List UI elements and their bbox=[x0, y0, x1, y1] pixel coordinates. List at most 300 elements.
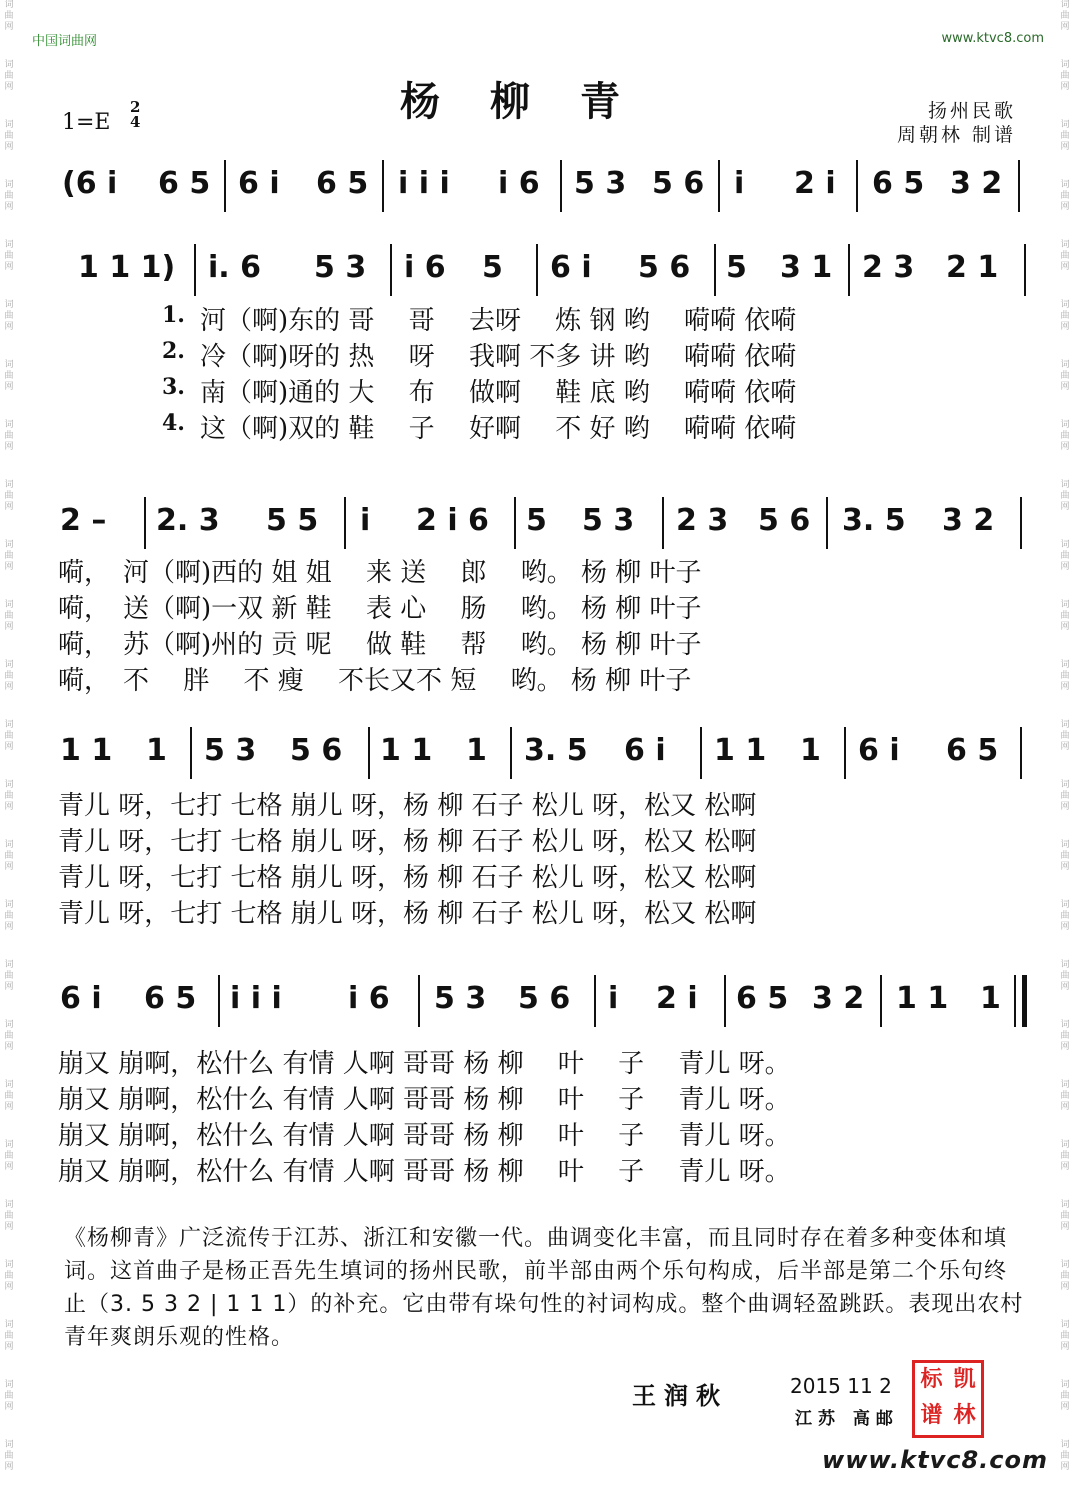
watermark-gap bbox=[1056, 753, 1074, 780]
watermark-char: 词 bbox=[4, 960, 14, 970]
watermark-gap bbox=[0, 633, 18, 660]
note-group: 2 i bbox=[656, 981, 698, 1016]
watermark-gap bbox=[0, 813, 18, 840]
watermark-gap bbox=[1056, 1113, 1074, 1140]
note-group: 2 i 6 bbox=[416, 503, 489, 538]
watermark-char: 曲 bbox=[4, 1211, 14, 1221]
note-group: 5 3 bbox=[204, 733, 257, 768]
watermark-char: 曲 bbox=[1060, 131, 1070, 141]
watermark-char: 词 bbox=[1060, 1260, 1070, 1270]
note-group: i i i bbox=[398, 166, 450, 201]
note-group: 6 i bbox=[624, 733, 666, 768]
watermark-gap bbox=[0, 1353, 18, 1380]
lyric-text: 青儿 呀，七打 七格 崩儿 呀，杨 柳 石子 松儿 呀，松又 松啊 bbox=[58, 899, 757, 929]
watermark-char: 曲 bbox=[1060, 851, 1070, 861]
watermark-char: 词 bbox=[1060, 600, 1070, 610]
watermark-char: 网 bbox=[4, 1342, 14, 1352]
note-group: 6 5 bbox=[872, 166, 925, 201]
bar-line bbox=[224, 160, 226, 212]
watermark-char: 网 bbox=[4, 502, 14, 512]
note-group: 5 6 bbox=[758, 503, 811, 538]
watermark-char: 网 bbox=[4, 862, 14, 872]
lyric-text: 青儿 呀，七打 七格 崩儿 呀，杨 柳 石子 松儿 呀，松又 松啊 bbox=[58, 863, 757, 893]
watermark-char: 曲 bbox=[1060, 491, 1070, 501]
watermark-char: 词 bbox=[4, 120, 14, 130]
watermark-char: 曲 bbox=[4, 71, 14, 81]
date: 2015 11 2 bbox=[790, 1374, 892, 1398]
lyric-text: 崩又 崩啊，松什么 有情 人啊 哥哥 杨 柳 叶 子 青儿 呀。 bbox=[58, 1085, 791, 1115]
watermark-char: 词 bbox=[4, 360, 14, 370]
watermark-char: 曲 bbox=[4, 251, 14, 261]
watermark-char: 网 bbox=[1060, 142, 1070, 152]
watermark-gap bbox=[1056, 33, 1074, 60]
watermark-gap bbox=[1056, 1353, 1074, 1380]
watermark-char: 网 bbox=[4, 202, 14, 212]
watermark-char: 网 bbox=[1060, 1102, 1070, 1112]
watermark-char: 曲 bbox=[4, 311, 14, 321]
watermark-char: 网 bbox=[1060, 682, 1070, 692]
note-group: 5 5 bbox=[266, 503, 319, 538]
lyric-text: 崩又 崩啊，松什么 有情 人啊 哥哥 杨 柳 叶 子 青儿 呀。 bbox=[58, 1049, 791, 1079]
watermark-gap bbox=[1056, 1293, 1074, 1320]
watermark-char: 曲 bbox=[1060, 1331, 1070, 1341]
watermark-char: 网 bbox=[4, 1162, 14, 1172]
lyric-row bbox=[58, 857, 1024, 893]
note-group: 5 bbox=[526, 503, 547, 538]
watermark-gap bbox=[1056, 333, 1074, 360]
watermark-char: 网 bbox=[1060, 262, 1070, 272]
watermark-char: 词 bbox=[1060, 840, 1070, 850]
bar-line bbox=[844, 727, 846, 779]
bar-line bbox=[190, 727, 192, 779]
bar-line bbox=[662, 497, 664, 549]
watermark-gap bbox=[1056, 213, 1074, 240]
note-group: 3 2 bbox=[950, 166, 1003, 201]
watermark-char: 网 bbox=[1060, 622, 1070, 632]
note-group: 1 1 bbox=[380, 733, 433, 768]
note-group: 3 1 bbox=[780, 250, 833, 285]
watermark-char: 曲 bbox=[1060, 1091, 1070, 1101]
watermark-gap bbox=[1056, 633, 1074, 660]
note-group: 6 i bbox=[858, 733, 900, 768]
note-group: 3. 5 bbox=[524, 733, 588, 768]
bar-line bbox=[714, 244, 716, 296]
watermark-char: 曲 bbox=[1060, 1151, 1070, 1161]
watermark-char: 曲 bbox=[1060, 191, 1070, 201]
note-group: i bbox=[360, 503, 371, 538]
bar-line bbox=[368, 727, 370, 779]
watermark-char: 词 bbox=[4, 420, 14, 430]
key-signature: 1=E bbox=[62, 110, 111, 135]
note-group: 3 2 bbox=[812, 981, 865, 1016]
watermark-char: 曲 bbox=[1060, 791, 1070, 801]
bar-line bbox=[510, 727, 512, 779]
note-group: i bbox=[608, 981, 619, 1016]
watermark-gap bbox=[1056, 933, 1074, 960]
note-group: 5 6 bbox=[652, 166, 705, 201]
note-group: 6 5 bbox=[144, 981, 197, 1016]
watermark-char: 词 bbox=[4, 1200, 14, 1210]
note-group: 1 1 bbox=[714, 733, 767, 768]
bar-line bbox=[594, 975, 596, 1027]
watermark-gap bbox=[0, 993, 18, 1020]
note-group: 6 i bbox=[60, 981, 102, 1016]
note-group: 5 3 bbox=[574, 166, 627, 201]
watermark-char: 曲 bbox=[1060, 671, 1070, 681]
watermark-char: 网 bbox=[4, 22, 14, 32]
note-group: 5 6 bbox=[290, 733, 343, 768]
final-barline bbox=[1014, 975, 1027, 1027]
watermark-char: 词 bbox=[4, 1440, 14, 1450]
watermark-gap bbox=[0, 33, 18, 60]
note-group: i bbox=[734, 166, 745, 201]
bar-line bbox=[344, 497, 346, 549]
score-line-3 bbox=[58, 503, 1024, 555]
note-group: 2 i bbox=[794, 166, 836, 201]
watermark-char: 词 bbox=[1060, 720, 1070, 730]
note-group: 1 bbox=[466, 733, 487, 768]
watermark-char: 词 bbox=[1060, 240, 1070, 250]
bar-line bbox=[144, 497, 146, 549]
watermark-char: 词 bbox=[4, 1320, 14, 1330]
watermark-gap bbox=[0, 1473, 18, 1500]
watermark-char: 词 bbox=[4, 720, 14, 730]
watermark-gap bbox=[0, 1173, 18, 1200]
watermark-char: 词 bbox=[4, 900, 14, 910]
note-group: 2 1 bbox=[946, 250, 999, 285]
watermark-char: 网 bbox=[1060, 922, 1070, 932]
watermark-char: 网 bbox=[1060, 382, 1070, 392]
watermark-char: 曲 bbox=[4, 1091, 14, 1101]
watermark-gap bbox=[1056, 693, 1074, 720]
lyric-text: 南（啊)通的 大 布 做啊 鞋 底 哟 嗬嗬 依嗬 bbox=[200, 378, 797, 408]
watermark-char: 网 bbox=[1060, 1282, 1070, 1292]
bar-line bbox=[1018, 160, 1020, 212]
watermark-char: 曲 bbox=[1060, 551, 1070, 561]
watermark-char: 词 bbox=[1060, 780, 1070, 790]
watermark-char: 词 bbox=[1060, 360, 1070, 370]
seal-char: 林 bbox=[953, 1403, 976, 1428]
site-url-right[interactable]: www.ktvc8.com bbox=[941, 31, 1044, 46]
watermark-gap bbox=[0, 1233, 18, 1260]
watermark-char: 网 bbox=[1060, 1402, 1070, 1412]
watermark-char: 词 bbox=[1060, 660, 1070, 670]
watermark-char: 网 bbox=[4, 922, 14, 932]
verse-number: 2. bbox=[162, 338, 185, 364]
lyric-row bbox=[58, 372, 1024, 408]
note-group: 6 i bbox=[550, 250, 592, 285]
watermark-char: 网 bbox=[1060, 442, 1070, 452]
watermark-char: 词 bbox=[4, 600, 14, 610]
note-group: 2. 3 bbox=[156, 503, 220, 538]
watermark-char: 网 bbox=[1060, 1042, 1070, 1052]
lyric-row bbox=[58, 785, 1024, 821]
note-group: 5 3 bbox=[314, 250, 367, 285]
note-group: i 6 bbox=[404, 250, 446, 285]
watermark-char: 词 bbox=[4, 840, 14, 850]
watermark-char: 网 bbox=[4, 322, 14, 332]
watermark-url[interactable]: www.ktvc8.com bbox=[822, 1446, 1048, 1474]
seal-char: 标 bbox=[920, 1367, 943, 1392]
note-group: 1 bbox=[800, 733, 821, 768]
watermark-char: 词 bbox=[1060, 180, 1070, 190]
author-name: 王润秋 bbox=[632, 1381, 728, 1410]
watermark-gap bbox=[0, 753, 18, 780]
watermark-gap bbox=[0, 393, 18, 420]
watermark-char: 网 bbox=[4, 82, 14, 92]
score-line-2 bbox=[58, 250, 1024, 302]
watermark-char: 词 bbox=[4, 1140, 14, 1150]
watermark-char: 网 bbox=[4, 442, 14, 452]
note-group: 1 bbox=[980, 981, 1001, 1016]
lyric-text: 嗬， 苏（啊)州的 贡 呢 做 鞋 帮 哟。 杨 柳 叶子 bbox=[58, 630, 702, 660]
bar-line bbox=[856, 160, 858, 212]
watermark-char: 词 bbox=[1060, 300, 1070, 310]
note-group: 1 bbox=[146, 733, 167, 768]
watermark-char: 网 bbox=[4, 682, 14, 692]
watermark-gap bbox=[1056, 93, 1074, 120]
watermark-gap bbox=[0, 273, 18, 300]
watermark-char: 词 bbox=[1060, 420, 1070, 430]
watermark-char: 曲 bbox=[4, 551, 14, 561]
watermark-char: 曲 bbox=[1060, 731, 1070, 741]
watermark-char: 曲 bbox=[1060, 971, 1070, 981]
lyric-text: 崩又 崩啊，松什么 有情 人啊 哥哥 杨 柳 叶 子 青儿 呀。 bbox=[58, 1157, 791, 1187]
watermark-char: 曲 bbox=[1060, 251, 1070, 261]
watermark-gap bbox=[1056, 1173, 1074, 1200]
watermark-char: 词 bbox=[4, 240, 14, 250]
watermark-char: 网 bbox=[4, 1462, 14, 1472]
watermark-char: 词 bbox=[1060, 0, 1070, 10]
site-name-left[interactable]: 中国词曲网 bbox=[32, 34, 98, 49]
watermark-char: 词 bbox=[4, 60, 14, 70]
time-signature bbox=[130, 100, 140, 130]
watermark-char: 词 bbox=[4, 480, 14, 490]
watermark-char: 网 bbox=[1060, 742, 1070, 752]
bar-line bbox=[1020, 727, 1022, 779]
note-group: 5 bbox=[482, 250, 503, 285]
watermark-char: 曲 bbox=[4, 131, 14, 141]
verse-number: 3. bbox=[162, 374, 185, 400]
bar-line bbox=[194, 244, 196, 296]
watermark-char: 曲 bbox=[4, 731, 14, 741]
watermark-char: 网 bbox=[4, 262, 14, 272]
watermark-gap bbox=[1056, 453, 1074, 480]
lyric-text: 青儿 呀，七打 七格 崩儿 呀，杨 柳 石子 松儿 呀，松又 松啊 bbox=[58, 827, 757, 857]
lyric-row bbox=[58, 1115, 1024, 1151]
note-group: 5 bbox=[726, 250, 747, 285]
watermark-char: 网 bbox=[4, 1282, 14, 1292]
watermark-char: 曲 bbox=[1060, 1451, 1070, 1461]
watermark-char: 网 bbox=[4, 982, 14, 992]
watermark-gap bbox=[1056, 993, 1074, 1020]
note-group: i i i bbox=[230, 981, 282, 1016]
watermark-char: 词 bbox=[4, 0, 14, 10]
watermark-char: 曲 bbox=[1060, 311, 1070, 321]
watermark-char: 词 bbox=[4, 1080, 14, 1090]
bar-line bbox=[218, 975, 220, 1027]
note-group: 1 1 bbox=[896, 981, 949, 1016]
lyric-text: 冷（啊)呀的 热 呀 我啊 不多 讲 哟 嗬嗬 依嗬 bbox=[200, 342, 797, 372]
watermark-gap bbox=[1056, 153, 1074, 180]
time-top: 2 bbox=[130, 98, 141, 116]
verse-number: 4. bbox=[162, 410, 185, 436]
lyric-row bbox=[58, 893, 1024, 929]
bar-line bbox=[1020, 497, 1022, 549]
lyric-text: 嗬， 送（啊)一双 新 鞋 表 心 肠 哟。 杨 柳 叶子 bbox=[58, 594, 702, 624]
note-group: i 6 bbox=[498, 166, 540, 201]
watermark-char: 曲 bbox=[1060, 1211, 1070, 1221]
note-group: 5 6 bbox=[518, 981, 571, 1016]
watermark-gap bbox=[0, 333, 18, 360]
note-group: 5 3 bbox=[434, 981, 487, 1016]
watermark-char: 网 bbox=[4, 1222, 14, 1232]
watermark-char: 词 bbox=[4, 1260, 14, 1270]
watermark-char: 网 bbox=[1060, 562, 1070, 572]
watermark-char: 词 bbox=[4, 300, 14, 310]
watermark-char: 词 bbox=[1060, 1380, 1070, 1390]
watermark-char: 词 bbox=[1060, 1440, 1070, 1450]
watermark-gap bbox=[0, 1413, 18, 1440]
watermark-char: 网 bbox=[1060, 1342, 1070, 1352]
bar-line bbox=[718, 160, 720, 212]
watermark-char: 词 bbox=[1060, 480, 1070, 490]
watermark-gap bbox=[1056, 573, 1074, 600]
score-line-1 bbox=[58, 166, 1024, 218]
verse-number: 1. bbox=[162, 302, 185, 328]
place: 江苏 高邮 bbox=[795, 1409, 899, 1429]
bar-line bbox=[536, 244, 538, 296]
note-group: 1 1 1) bbox=[78, 250, 176, 285]
watermark-gap bbox=[0, 1293, 18, 1320]
lyric-row bbox=[58, 821, 1024, 857]
lyric-text: 河（啊)东的 哥 哥 去呀 炼 钢 哟 嗬嗬 依嗬 bbox=[200, 306, 797, 336]
note-group: 2 3 bbox=[862, 250, 915, 285]
watermark-char: 曲 bbox=[4, 1331, 14, 1341]
lyric-text: 崩又 崩啊，松什么 有情 人啊 哥哥 杨 柳 叶 子 青儿 呀。 bbox=[58, 1121, 791, 1151]
watermark-gap bbox=[1056, 1413, 1074, 1440]
watermark-char: 曲 bbox=[4, 191, 14, 201]
watermark-char: 曲 bbox=[4, 431, 14, 441]
watermark-gap bbox=[1056, 513, 1074, 540]
watermark-char: 词 bbox=[4, 1020, 14, 1030]
bar-line bbox=[560, 160, 562, 212]
note-group: 2 – bbox=[60, 503, 107, 538]
watermark-gap bbox=[0, 693, 18, 720]
watermark-char: 曲 bbox=[1060, 911, 1070, 921]
watermark-char: 曲 bbox=[4, 851, 14, 861]
watermark-char: 曲 bbox=[1060, 1031, 1070, 1041]
watermark-char: 词 bbox=[4, 540, 14, 550]
lyric-row bbox=[58, 1043, 1024, 1079]
watermark-gap bbox=[1056, 1473, 1074, 1500]
watermark-char: 曲 bbox=[4, 371, 14, 381]
right-watermark-strip bbox=[1056, 0, 1074, 1498]
watermark-char: 网 bbox=[1060, 502, 1070, 512]
watermark-gap bbox=[0, 933, 18, 960]
credit-origin: 扬州民歌 bbox=[927, 100, 1016, 122]
watermark-gap bbox=[0, 213, 18, 240]
watermark-char: 曲 bbox=[4, 1391, 14, 1401]
seal-char: 谱 bbox=[920, 1403, 943, 1428]
bar-line bbox=[724, 975, 726, 1027]
watermark-char: 网 bbox=[4, 562, 14, 572]
note-group: 6 5 bbox=[316, 166, 369, 201]
watermark-char: 网 bbox=[1060, 1462, 1070, 1472]
watermark-char: 曲 bbox=[1060, 71, 1070, 81]
watermark-char: 曲 bbox=[4, 1151, 14, 1161]
watermark-char: 网 bbox=[1060, 202, 1070, 212]
watermark-char: 网 bbox=[1060, 22, 1070, 32]
watermark-char: 曲 bbox=[4, 911, 14, 921]
song-title: 杨柳青 bbox=[400, 78, 670, 125]
watermark-char: 曲 bbox=[4, 1451, 14, 1461]
watermark-char: 网 bbox=[1060, 1162, 1070, 1172]
lyric-text: 嗬， 河（啊)西的 姐 姐 来 送 郎 哟。 杨 柳 叶子 bbox=[58, 558, 702, 588]
watermark-char: 曲 bbox=[4, 1271, 14, 1281]
watermark-char: 词 bbox=[1060, 540, 1070, 550]
bar-line bbox=[880, 975, 882, 1027]
note-group: 6 i bbox=[238, 166, 280, 201]
watermark-char: 网 bbox=[4, 382, 14, 392]
watermark-char: 网 bbox=[4, 1402, 14, 1412]
time-bottom: 4 bbox=[130, 113, 141, 131]
lyric-row bbox=[58, 588, 1024, 624]
note-group: 1 1 bbox=[60, 733, 113, 768]
bar-line bbox=[826, 497, 828, 549]
watermark-char: 词 bbox=[1060, 120, 1070, 130]
watermark-char: 曲 bbox=[1060, 611, 1070, 621]
watermark-char: 网 bbox=[1060, 862, 1070, 872]
left-watermark-strip bbox=[0, 0, 18, 1498]
lyric-row bbox=[58, 660, 1024, 696]
lyric-row bbox=[58, 300, 1024, 336]
watermark-char: 网 bbox=[1060, 82, 1070, 92]
watermark-char: 词 bbox=[1060, 60, 1070, 70]
lyric-text: 这（啊)双的 鞋 子 好啊 不 好 哟 嗬嗬 依嗬 bbox=[200, 414, 797, 444]
seal-char: 凯 bbox=[953, 1367, 976, 1392]
watermark-char: 曲 bbox=[4, 971, 14, 981]
bar-line bbox=[848, 244, 850, 296]
watermark-gap bbox=[1056, 813, 1074, 840]
watermark-char: 曲 bbox=[1060, 371, 1070, 381]
watermark-gap bbox=[0, 153, 18, 180]
watermark-gap bbox=[1056, 873, 1074, 900]
score-line-4 bbox=[58, 733, 1024, 785]
watermark-char: 网 bbox=[4, 1102, 14, 1112]
watermark-char: 词 bbox=[1060, 1080, 1070, 1090]
lyric-text: 嗬， 不 胖 不 瘦 不长又不 短 哟。 杨 柳 叶子 bbox=[58, 666, 692, 696]
watermark-char: 曲 bbox=[1060, 11, 1070, 21]
watermark-char: 曲 bbox=[4, 671, 14, 681]
note-group: 6 5 bbox=[736, 981, 789, 1016]
score-line-5 bbox=[58, 981, 1024, 1033]
bar-line bbox=[390, 244, 392, 296]
watermark-char: 网 bbox=[1060, 1222, 1070, 1232]
watermark-char: 词 bbox=[1060, 900, 1070, 910]
watermark-char: 曲 bbox=[1060, 431, 1070, 441]
watermark-char: 曲 bbox=[4, 11, 14, 21]
note-group: 3. 5 bbox=[842, 503, 906, 538]
note-group: 6 5 bbox=[946, 733, 999, 768]
bar-line bbox=[382, 160, 384, 212]
song-description: 《杨柳青》广泛流传于江苏、浙江和安徽一代。曲调变化丰富，而且同时存在着多种变体和填词。这首曲子是杨正吾先生填词的扬州民歌，前半部由两个乐句构成，后半部是第二个乐句终止（3. 5 3 2 | 1 1 1）的补充。它由带有垛句性的衬词构成。整个曲调轻盈跳跃。表现出农村青年爽朗乐观的性格。 bbox=[64, 1226, 1024, 1350]
watermark-char: 词 bbox=[4, 780, 14, 790]
watermark-char: 网 bbox=[4, 802, 14, 812]
watermark-char: 曲 bbox=[1060, 1391, 1070, 1401]
lyric-row bbox=[58, 336, 1024, 372]
watermark-char: 网 bbox=[4, 622, 14, 632]
